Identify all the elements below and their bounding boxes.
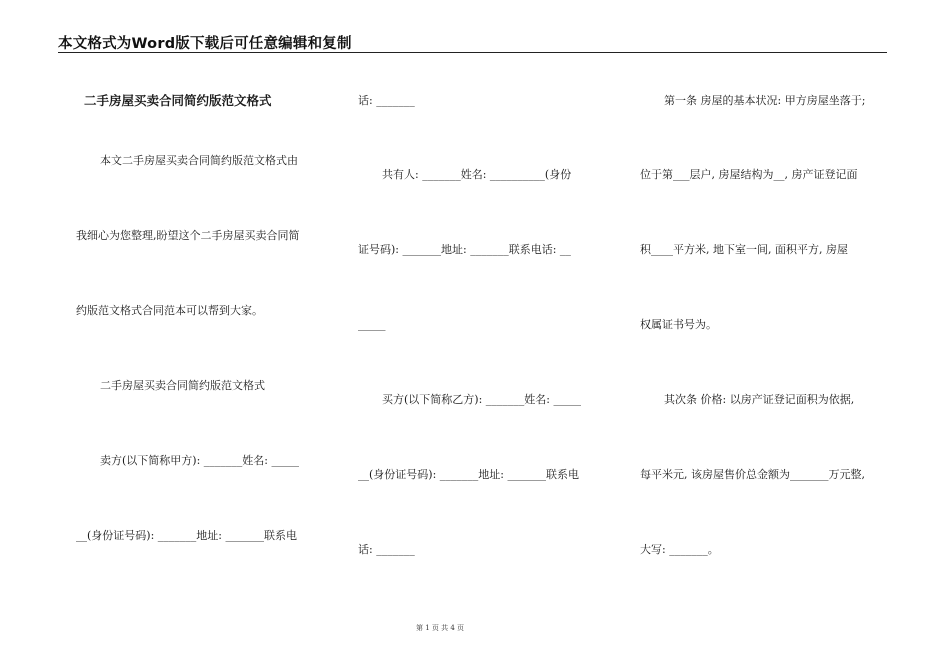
banner-divider	[58, 52, 887, 53]
article-heading: 其次条 价格: 以房产证登记面积为依据,	[664, 393, 855, 406]
paragraph-line: 我细心为您整理,盼望这个二手房屋买卖合同简	[76, 229, 300, 242]
paragraph-line: 本文二手房屋买卖合同简约版范文格式由	[100, 154, 298, 167]
paragraph-line: 话: _______	[358, 94, 415, 107]
paragraph-line: 买方(以下简称乙方): _______姓名: _____	[382, 393, 581, 406]
document-banner: 本文格式为Word版下载后可任意编辑和复制	[58, 36, 352, 52]
section-heading: 二手房屋买卖合同简约版范文格式	[100, 379, 265, 392]
paragraph-line: 约版范文格式合同范本可以帮到大家。	[76, 304, 263, 317]
document-title: 二手房屋买卖合同简约版范文格式	[84, 93, 272, 108]
paragraph-line: _____	[358, 318, 386, 331]
paragraph-line: __(身份证号码): _______地址: _______联系电	[358, 468, 579, 481]
article-heading: 第一条 房屋的基本状况: 甲方房屋坐落于;	[664, 94, 866, 107]
paragraph-line: 权属证书号为。	[640, 318, 717, 331]
paragraph-line: 证号码): _______地址: _______联系电话: __	[358, 243, 571, 256]
paragraph-line: 共有人: _______姓名: __________(身份	[382, 168, 572, 181]
paragraph-line: 每平米元, 该房屋售价总金额为_______万元整,	[640, 468, 865, 481]
paragraph-line: 大写: _______。	[640, 543, 719, 556]
page-number-footer: 第 1 页 共 4 页	[415, 624, 465, 632]
paragraph-line: 位于第___层户, 房屋结构为__, 房产证登记面	[640, 168, 858, 181]
paragraph-line: 卖方(以下简称甲方): _______姓名: _____	[100, 454, 299, 467]
paragraph-line: 话: _______	[358, 543, 415, 556]
paragraph-line: 积____平方米, 地下室一间, 面积平方, 房屋	[640, 243, 848, 256]
paragraph-line: __(身份证号码): _______地址: _______联系电	[76, 529, 297, 542]
